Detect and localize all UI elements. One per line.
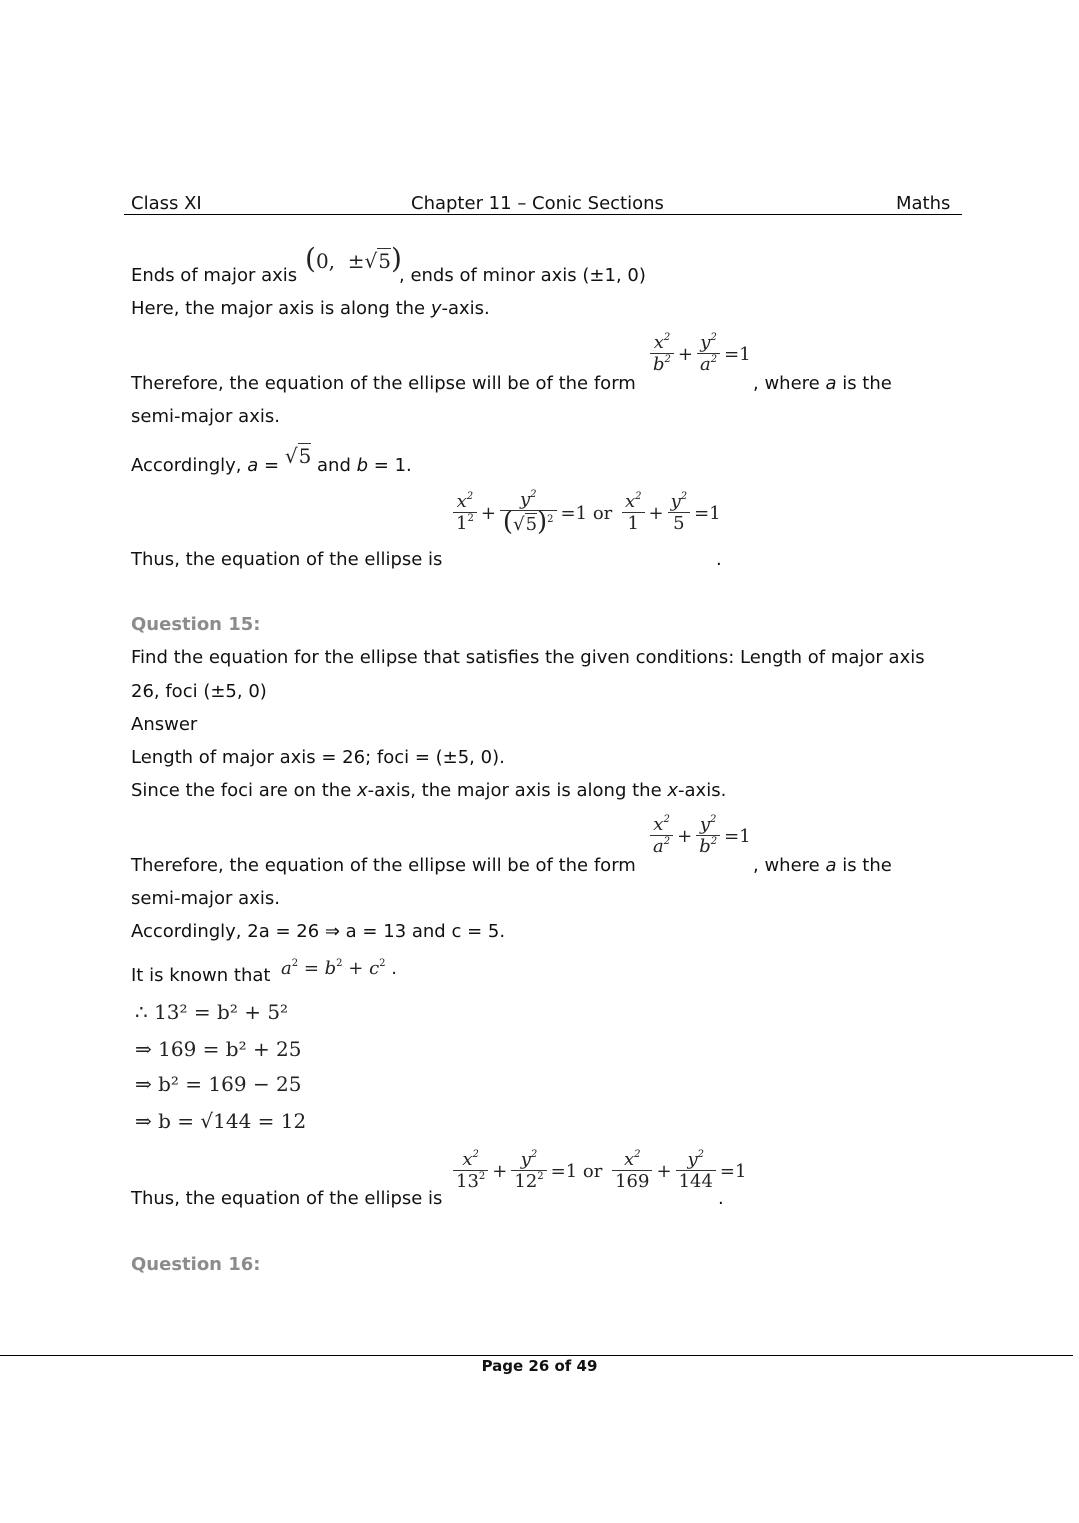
period-q15: . [718, 1188, 724, 1209]
given-values: Length of major axis = 26; foci = (±5, 0). [131, 747, 505, 768]
form-suffix-q15: , where a is the [753, 855, 892, 876]
header-class: Class XI [131, 193, 202, 214]
question-15-text-line1: Find the equation for the ellipse that satisfies the given conditions: Length of major axis [131, 647, 925, 668]
ellipse-equation-q15: $\frac{x^2}{13^2}$ + $\frac{y^2}{12^2}$ =1 or $\frac{x^2}{169}$ + $\frac{y^2}{144}$ =1 [451, 1150, 748, 1193]
ellipse-form-x-major: $\frac{x^2}{a^2}$ + $\frac{y^2}{b^2}$ =1 [648, 815, 753, 858]
period: . [716, 549, 722, 570]
form-suffix: , where a is the [753, 373, 892, 394]
header-chapter: Chapter 11 – Conic Sections [411, 193, 664, 214]
step-2: ⇒ 169 = b² + 25 [135, 1037, 302, 1061]
header-divider [124, 214, 962, 215]
page-number: Page 26 of 49 [481, 1357, 598, 1375]
question-15-heading: Question 15: [131, 614, 261, 635]
step-4: ⇒ b = √144 = 12 [135, 1109, 307, 1133]
step-3: ⇒ b² = 169 − 25 [135, 1072, 302, 1096]
ends-minor-text: , ends of minor axis (±1, 0) [399, 265, 646, 286]
answer-label: Answer [131, 714, 198, 735]
thus-equation-label: Thus, the equation of the ellipse is [131, 549, 443, 570]
thus-equation-label-q15: Thus, the equation of the ellipse is [131, 1188, 443, 1209]
ends-major-label: Ends of major axis [131, 265, 298, 286]
step-1: ∴ 13² = b² + 5² [135, 1000, 289, 1024]
form-statement: Therefore, the equation of the ellipse will be of the form [131, 373, 636, 394]
ends-major-math: (0, ±√5) [305, 242, 402, 275]
known-relation-label: It is known that [131, 965, 271, 986]
accordingly-values: Accordingly, 2a = 26 ⇒ a = 13 and c = 5. [131, 921, 506, 942]
question-16-heading: Question 16: [131, 1254, 261, 1275]
header-subject: Maths [896, 193, 951, 214]
form-statement-q15: Therefore, the equation of the ellipse will be of the form [131, 855, 636, 876]
major-axis-statement: Here, the major axis is along the y-axis. [131, 298, 490, 319]
ellipse-form-y-major: $\frac{x^2}{b^2}$ + $\frac{y^2}{a^2}$ =1 [648, 333, 753, 376]
ellipse-equation-q14: $\frac{x^2}{1^2}$ + $\frac{y^2}{(√5)^2}$ =1 or $\frac{x^2}{1}$ + $\frac{y^2}{5}$ =1 [451, 490, 723, 536]
known-relation-math: $a^2 = b^2 + c^2$ . [281, 958, 398, 979]
question-15-text-line2: 26, foci (±5, 0) [131, 681, 267, 702]
semi-major-text-q15: semi-major axis. [131, 888, 280, 909]
accordingly-a-b: Accordingly, a = √5 and b = 1. [131, 444, 412, 476]
footer-divider [0, 1355, 1073, 1356]
foci-statement: Since the foci are on the x-axis, the major axis is along the x-axis. [131, 780, 727, 801]
semi-major-text: semi-major axis. [131, 406, 280, 427]
